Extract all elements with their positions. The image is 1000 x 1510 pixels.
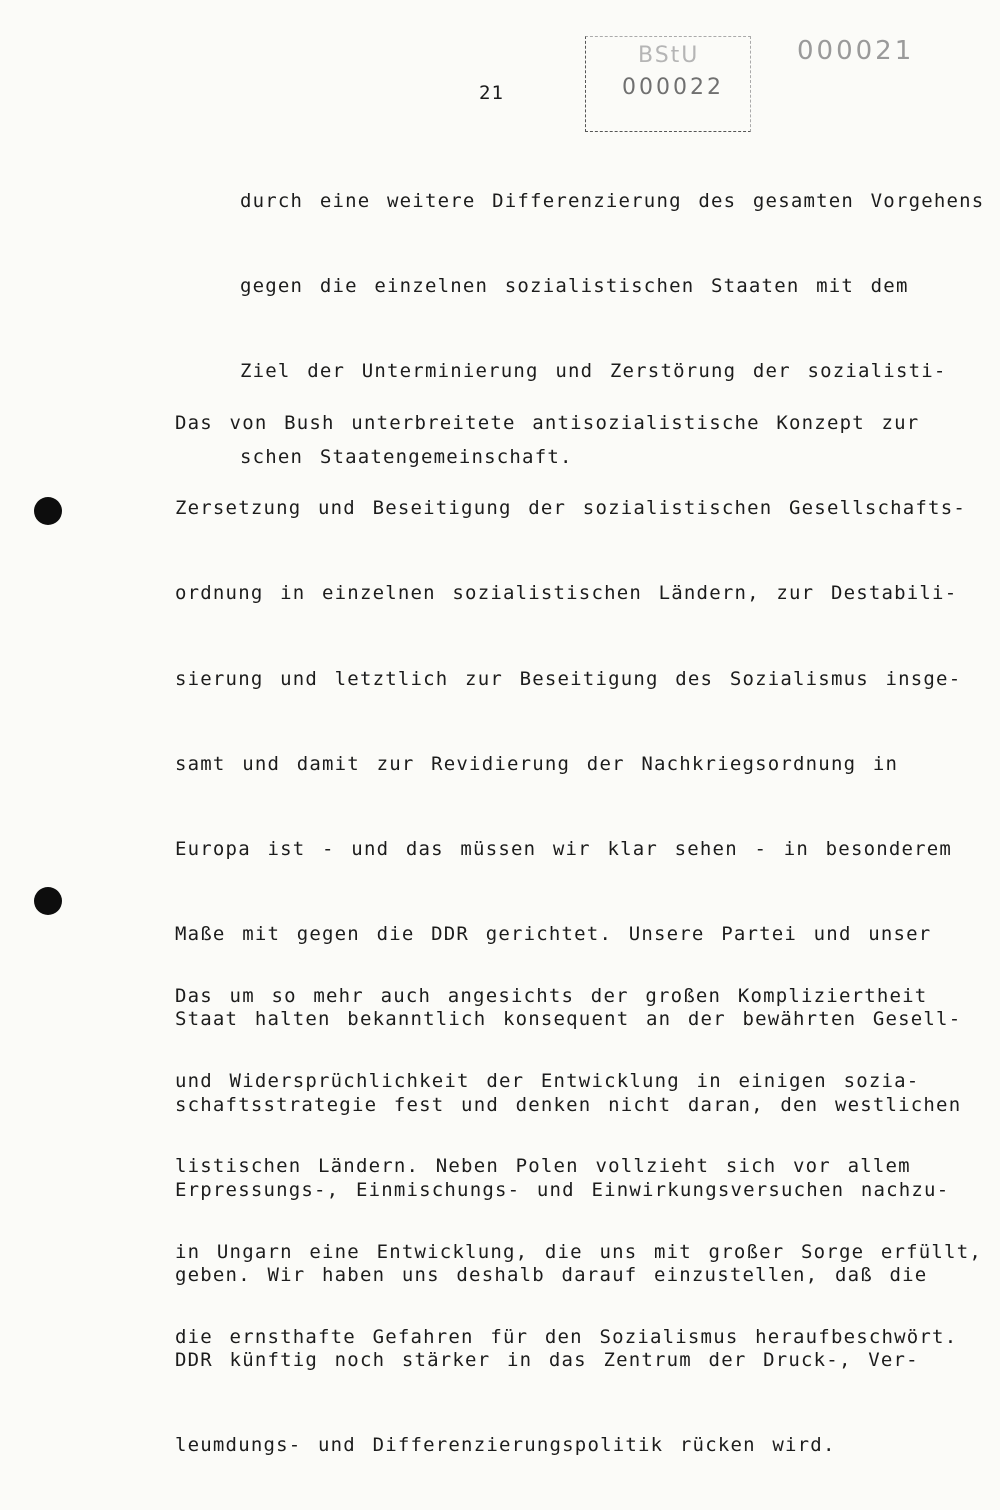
text-line: Erpressungs-, Einmischungs- und Einwirkungsversuchen nachzu- xyxy=(175,1178,950,1201)
text-line: ordnung in einzelnen sozialistischen Ländern, zur Destabili- xyxy=(175,582,958,605)
archive-number: 000021 xyxy=(797,36,915,66)
punch-hole-bottom xyxy=(34,887,62,915)
text-line: Das um so mehr auch angesichts der großen Kompliziertheit xyxy=(175,985,928,1007)
punch-hole-top xyxy=(34,497,62,525)
text-line: und Widersprüchlichkeit der Entwicklung in einigen sozia- xyxy=(175,1070,920,1093)
text-line: schen Staatengemeinschaft. xyxy=(240,445,573,468)
stamp-number: 000022 xyxy=(622,75,724,100)
stamp-label: BStU xyxy=(638,43,700,68)
page-number: 21 xyxy=(479,82,504,104)
text-line: listischen Ländern. Neben Polen vollzieht sich vor allem xyxy=(175,1155,911,1178)
text-line: Zersetzung und Beseitigung der sozialistischen Gesellschafts- xyxy=(175,497,966,520)
text-line: Staat halten bekanntlich konsequent an der bewährten Gesell- xyxy=(175,1008,962,1031)
paragraph-3 xyxy=(175,932,982,1402)
text-line: schaftsstrategie fest und denken nicht daran, den westlichen xyxy=(175,1093,962,1116)
text-line: durch eine weitere Differenzierung des gesamten Vorgehens xyxy=(240,190,985,212)
text-line: Europa ist - und das müssen wir klar sehen - in besonderem xyxy=(175,837,953,860)
text-line: DDR künftig noch stärker in das Zentrum der Druck-, Ver- xyxy=(175,1349,919,1372)
archive-stamp xyxy=(585,36,751,132)
text-line: geben. Wir haben uns deshalb darauf einzustellen, daß die xyxy=(175,1263,928,1286)
text-line: sierung und letztlich zur Beseitigung des Sozialismus insge- xyxy=(175,667,962,690)
text-line: in Ungarn eine Entwicklung, die uns mit großer Sorge erfüllt, xyxy=(175,1240,982,1263)
text-line: leumdungs- und Differenzierungspolitik rücken wird. xyxy=(175,1434,836,1457)
text-line: Ziel der Unterminierung und Zerstörung der sozialisti- xyxy=(240,360,947,383)
text-line: Maße mit gegen die DDR gerichtet. Unsere Partei und unser xyxy=(175,923,932,946)
text-line: gegen die einzelnen sozialistischen Staaten mit dem xyxy=(240,275,909,298)
text-line: Das von Bush unterbreitete antisozialistische Konzept zur xyxy=(175,412,920,434)
text-line: die ernsthafte Gefahren für den Sozialismus heraufbeschwört. xyxy=(175,1325,958,1348)
text-line: samt und damit zur Revidierung der Nachkriegsordnung in xyxy=(175,752,899,775)
